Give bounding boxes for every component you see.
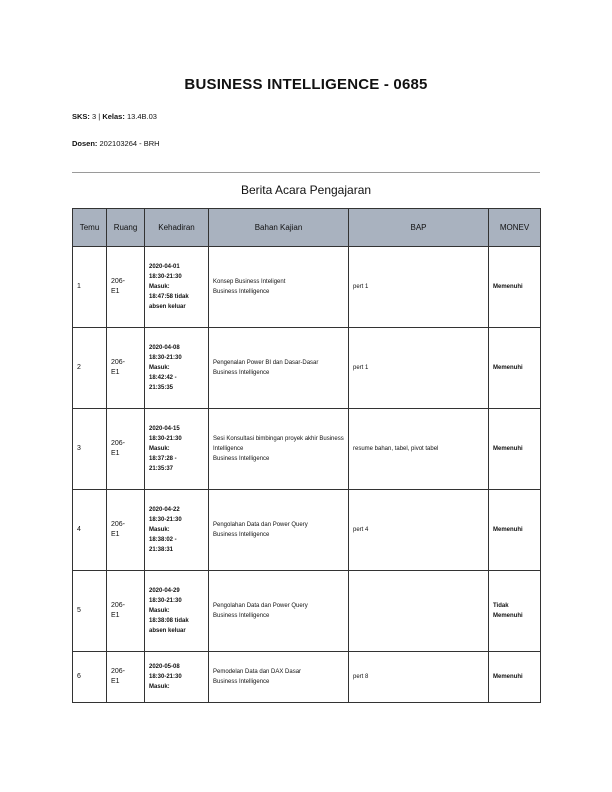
bahan-topic: Konsep Business Inteligent: [213, 279, 286, 285]
cell-monev: Tidak Memenuhi: [489, 571, 541, 652]
cell-bap: resume bahan, tabel, pivot tabel: [349, 409, 489, 490]
cell-bap: pert 4: [349, 490, 489, 571]
table-row: [73, 247, 541, 328]
cell-temu: 1: [73, 247, 107, 328]
cell-bap: [349, 571, 489, 652]
cell-kehadiran: 2020-04-15 18:30-21:30 Masuk: 18:37:28 - 21:35:37: [145, 409, 209, 490]
cell-monev: Memenuhi: [489, 490, 541, 571]
cell-monev: Memenuhi: [489, 328, 541, 409]
cell-monev: Memenuhi: [489, 652, 541, 703]
kelas-value: 13.4B.03: [126, 112, 157, 121]
cell-bahan-kajian: [209, 490, 349, 571]
bahan-course: Business Intelligence: [213, 613, 270, 619]
cell-bap: pert 8: [349, 652, 489, 703]
table-row: [73, 328, 541, 409]
cell-bahan-kajian: [209, 409, 349, 490]
bahan-topic: Pengolahan Data dan Power Query: [213, 522, 308, 528]
cell-monev: Memenuhi: [489, 409, 541, 490]
bap-table: [72, 208, 541, 703]
cell-kehadiran: 2020-04-22 18:30-21:30 Masuk: 18:38:02 - 21:38:31: [145, 490, 209, 571]
course-meta-sks-kelas: [72, 112, 157, 121]
column-header-ruang: Ruang: [107, 209, 145, 247]
bahan-course: Business Intelligence: [213, 532, 270, 538]
cell-bap: pert 1: [349, 247, 489, 328]
cell-temu: 6: [73, 652, 107, 703]
cell-kehadiran: 2020-04-01 18:30-21:30 Masuk: 18:47:58 tidak absen keluar: [145, 247, 209, 328]
column-header-kehadiran: Kehadiran: [145, 209, 209, 247]
cell-ruang: 206- E1: [107, 490, 145, 571]
bahan-topic: Pengolahan Data dan Power Query: [213, 603, 308, 609]
cell-ruang: 206- E1: [107, 652, 145, 703]
cell-ruang: 206- E1: [107, 409, 145, 490]
cell-bahan-kajian: [209, 652, 349, 703]
column-header-bap: BAP: [349, 209, 489, 247]
cell-monev: Memenuhi: [489, 247, 541, 328]
bahan-topic: Sesi Konsultasi bimbingan proyek akhir Business Intelligence: [213, 436, 344, 452]
sks-label: SKS:: [72, 112, 90, 121]
cell-temu: 5: [73, 571, 107, 652]
cell-temu: 4: [73, 490, 107, 571]
kelas-label: Kelas:: [102, 112, 125, 121]
table-row: [73, 409, 541, 490]
bahan-course: Business Intelligence: [213, 370, 270, 376]
bahan-course: Business Intelligence: [213, 289, 270, 295]
cell-bahan-kajian: [209, 328, 349, 409]
table-header-row: [73, 209, 541, 247]
cell-ruang: 206- E1: [107, 328, 145, 409]
bahan-topic: Pengenalan Power BI dan Dasar-Dasar: [213, 360, 319, 366]
column-header-monev: MONEV: [489, 209, 541, 247]
bahan-topic: Pemodelan Data dan DAX Dasar: [213, 669, 302, 675]
cell-bap: pert 1: [349, 328, 489, 409]
course-meta-dosen: [72, 139, 160, 148]
horizontal-divider: [72, 172, 540, 173]
table-row: [73, 652, 541, 703]
cell-ruang: 206- E1: [107, 571, 145, 652]
bahan-course: Business Intelligence: [213, 679, 270, 685]
table-row: [73, 571, 541, 652]
bahan-course: Business Intelligence: [213, 456, 270, 462]
cell-kehadiran: 2020-04-08 18:30-21:30 Masuk: 18:42:42 - 21:35:35: [145, 328, 209, 409]
dosen-value: 202103264 - BRH: [99, 139, 160, 148]
cell-bahan-kajian: [209, 571, 349, 652]
cell-bahan-kajian: [209, 247, 349, 328]
section-title: Berita Acara Pengajaran: [240, 183, 372, 197]
column-header-bahan-kajian: Bahan Kajian: [209, 209, 349, 247]
course-title: BUSINESS INTELLIGENCE - 0685: [184, 76, 428, 93]
cell-ruang: 206- E1: [107, 247, 145, 328]
column-header-temu: Temu: [73, 209, 107, 247]
cell-kehadiran: 2020-05-08 18:30-21:30 Masuk:: [145, 652, 209, 703]
cell-kehadiran: 2020-04-29 18:30-21:30 Masuk: 18:38:08 tidak absen keluar: [145, 571, 209, 652]
table-row: [73, 490, 541, 571]
sks-value: 3: [92, 112, 97, 121]
meta-separator: |: [98, 112, 101, 121]
cell-temu: 2: [73, 328, 107, 409]
dosen-label: Dosen:: [72, 139, 98, 148]
cell-temu: 3: [73, 409, 107, 490]
